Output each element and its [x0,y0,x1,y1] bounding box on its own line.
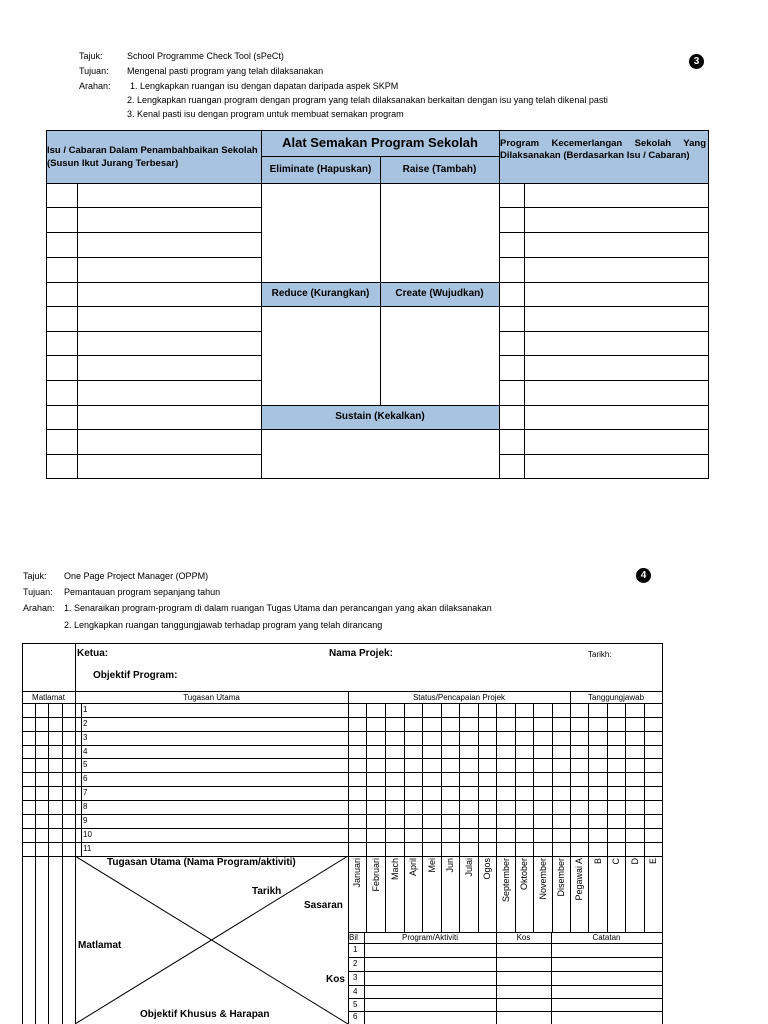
month-label: September [501,858,511,903]
bil-number: 3 [353,973,358,982]
resp-label: D [630,858,640,865]
diag-sasaran: Sasaran [304,900,343,911]
section-number-badge: 4 [636,568,651,583]
row-number: 4 [83,747,88,756]
month-label: Julai [464,858,474,877]
arahan-item: 1. Lengkapkan ruangan isu dengan dapatan daripada aspek SKPM [130,81,399,91]
kos-header: Kos [516,933,531,942]
row-number: 5 [83,760,88,769]
tanggungjawab-header: Tanggungjawab [587,693,645,702]
catatan-header: Catatan [592,933,621,942]
eliminate-header: Eliminate (Hapuskan) [269,164,372,175]
status-header: Status/Pencapaian Projek [412,693,506,702]
row-number: 7 [83,788,88,797]
section-number-badge: 3 [689,54,704,69]
tujuan-label: Tujuan: [23,587,53,597]
month-label: Februari [371,858,381,892]
matlamat-col-header: Matlamat [32,693,65,702]
row-number: 11 [83,844,92,853]
month-label: April [408,858,418,877]
bil-number: 1 [353,945,358,954]
resp-label: B [593,858,603,865]
month-label: November [538,858,548,900]
row-number: 9 [83,816,88,825]
program-aktiviti-header: Program/Aktiviti [401,933,458,942]
tajuk-label: Tajuk: [79,51,103,61]
bil-number: 2 [353,959,358,968]
create-header: Create (Wujudkan) [395,288,484,299]
resp-label: Pegawai A [574,858,584,901]
month-label: Mei [427,858,437,873]
tujuan-value: Pemantauan program sepanjang tahun [64,587,221,597]
row-number: 10 [83,830,92,839]
tajuk-value: School Programme Check Tool (sPeCt) [127,51,284,61]
diag-objektif: Objektif Khusus & Harapan [140,1009,270,1020]
month-label: Januari [352,858,362,888]
arahan-item: 1. Senaraikan program-program di dalam ruangan Tugas Utama dan perancangan yang akan dilaksanakan [64,603,492,613]
row-number: 8 [83,802,88,811]
alat-semakan-title: Alat Semakan Program Sekolah [282,135,478,150]
arahan-label: Arahan: [23,603,55,613]
diag-kos: Kos [326,974,345,985]
resp-label: C [611,858,621,865]
reduce-header: Reduce (Kurangkan) [271,288,370,299]
tajuk-value: One Page Project Manager (OPPM) [64,571,209,581]
month-label: Oktober [519,858,529,891]
tajuk-label: Tajuk: [23,571,47,581]
tarikh-label: Tarikh: [588,650,612,659]
sustain-header: Sustain (Kekalkan) [335,411,425,422]
nama-projek-label: Nama Projek: [329,648,393,659]
diag-matlamat: Matlamat [78,940,122,951]
row-number: 1 [83,705,88,714]
month-label: Disember [556,858,566,897]
tujuan-label: Tujuan: [79,66,109,76]
tugasan-utama-header: Tugasan Utama [183,693,240,702]
arahan-label: Arahan: [79,81,111,91]
arahan-item: 2. Lengkapkan ruangan program dengan program yang telah dilaksanakan berkaitan dengan isu yang telah dikenal pasti [127,95,608,105]
row-number: 2 [83,719,88,728]
month-label: Mach [390,858,400,881]
row-number: 6 [83,774,88,783]
objektif-program-label: Objektif Program: [93,670,178,681]
diag-tarikh: Tarikh [252,886,282,897]
ketua-label: Ketua: [77,648,109,659]
resp-label: E [648,858,658,865]
isu-cabaran-header: Isu / Cabaran Dalam Penambahbaikan Sekolah (Susun Ikut Jurang Terbesar) [47,145,258,169]
bil-number: 5 [353,1000,358,1009]
bil-number: 4 [353,987,358,996]
arahan-item: 2. Lengkapkan ruangan tanggungjawab terhadap program yang telah dirancang [64,620,383,630]
row-number: 3 [83,733,88,742]
month-label: Ogos [482,858,492,880]
program-kecemerlangan-header: Program Kecemerlangan Sekolah Yang Dilaksanakan (Berdasarkan Isu / Cabaran) [500,138,706,161]
arahan-item: 3. Kenal pasti isu dengan program untuk membuat semakan program [127,109,404,119]
tujuan-value: Mengenal pasti program yang telah dilaksanakan [127,66,324,76]
bil-number: 6 [353,1012,358,1021]
month-label: Jun [445,858,455,873]
raise-header: Raise (Tambah) [402,164,477,175]
bil-header: Bil [349,933,358,942]
diag-title: Tugasan Utama (Nama Program/aktiviti) [107,857,296,868]
